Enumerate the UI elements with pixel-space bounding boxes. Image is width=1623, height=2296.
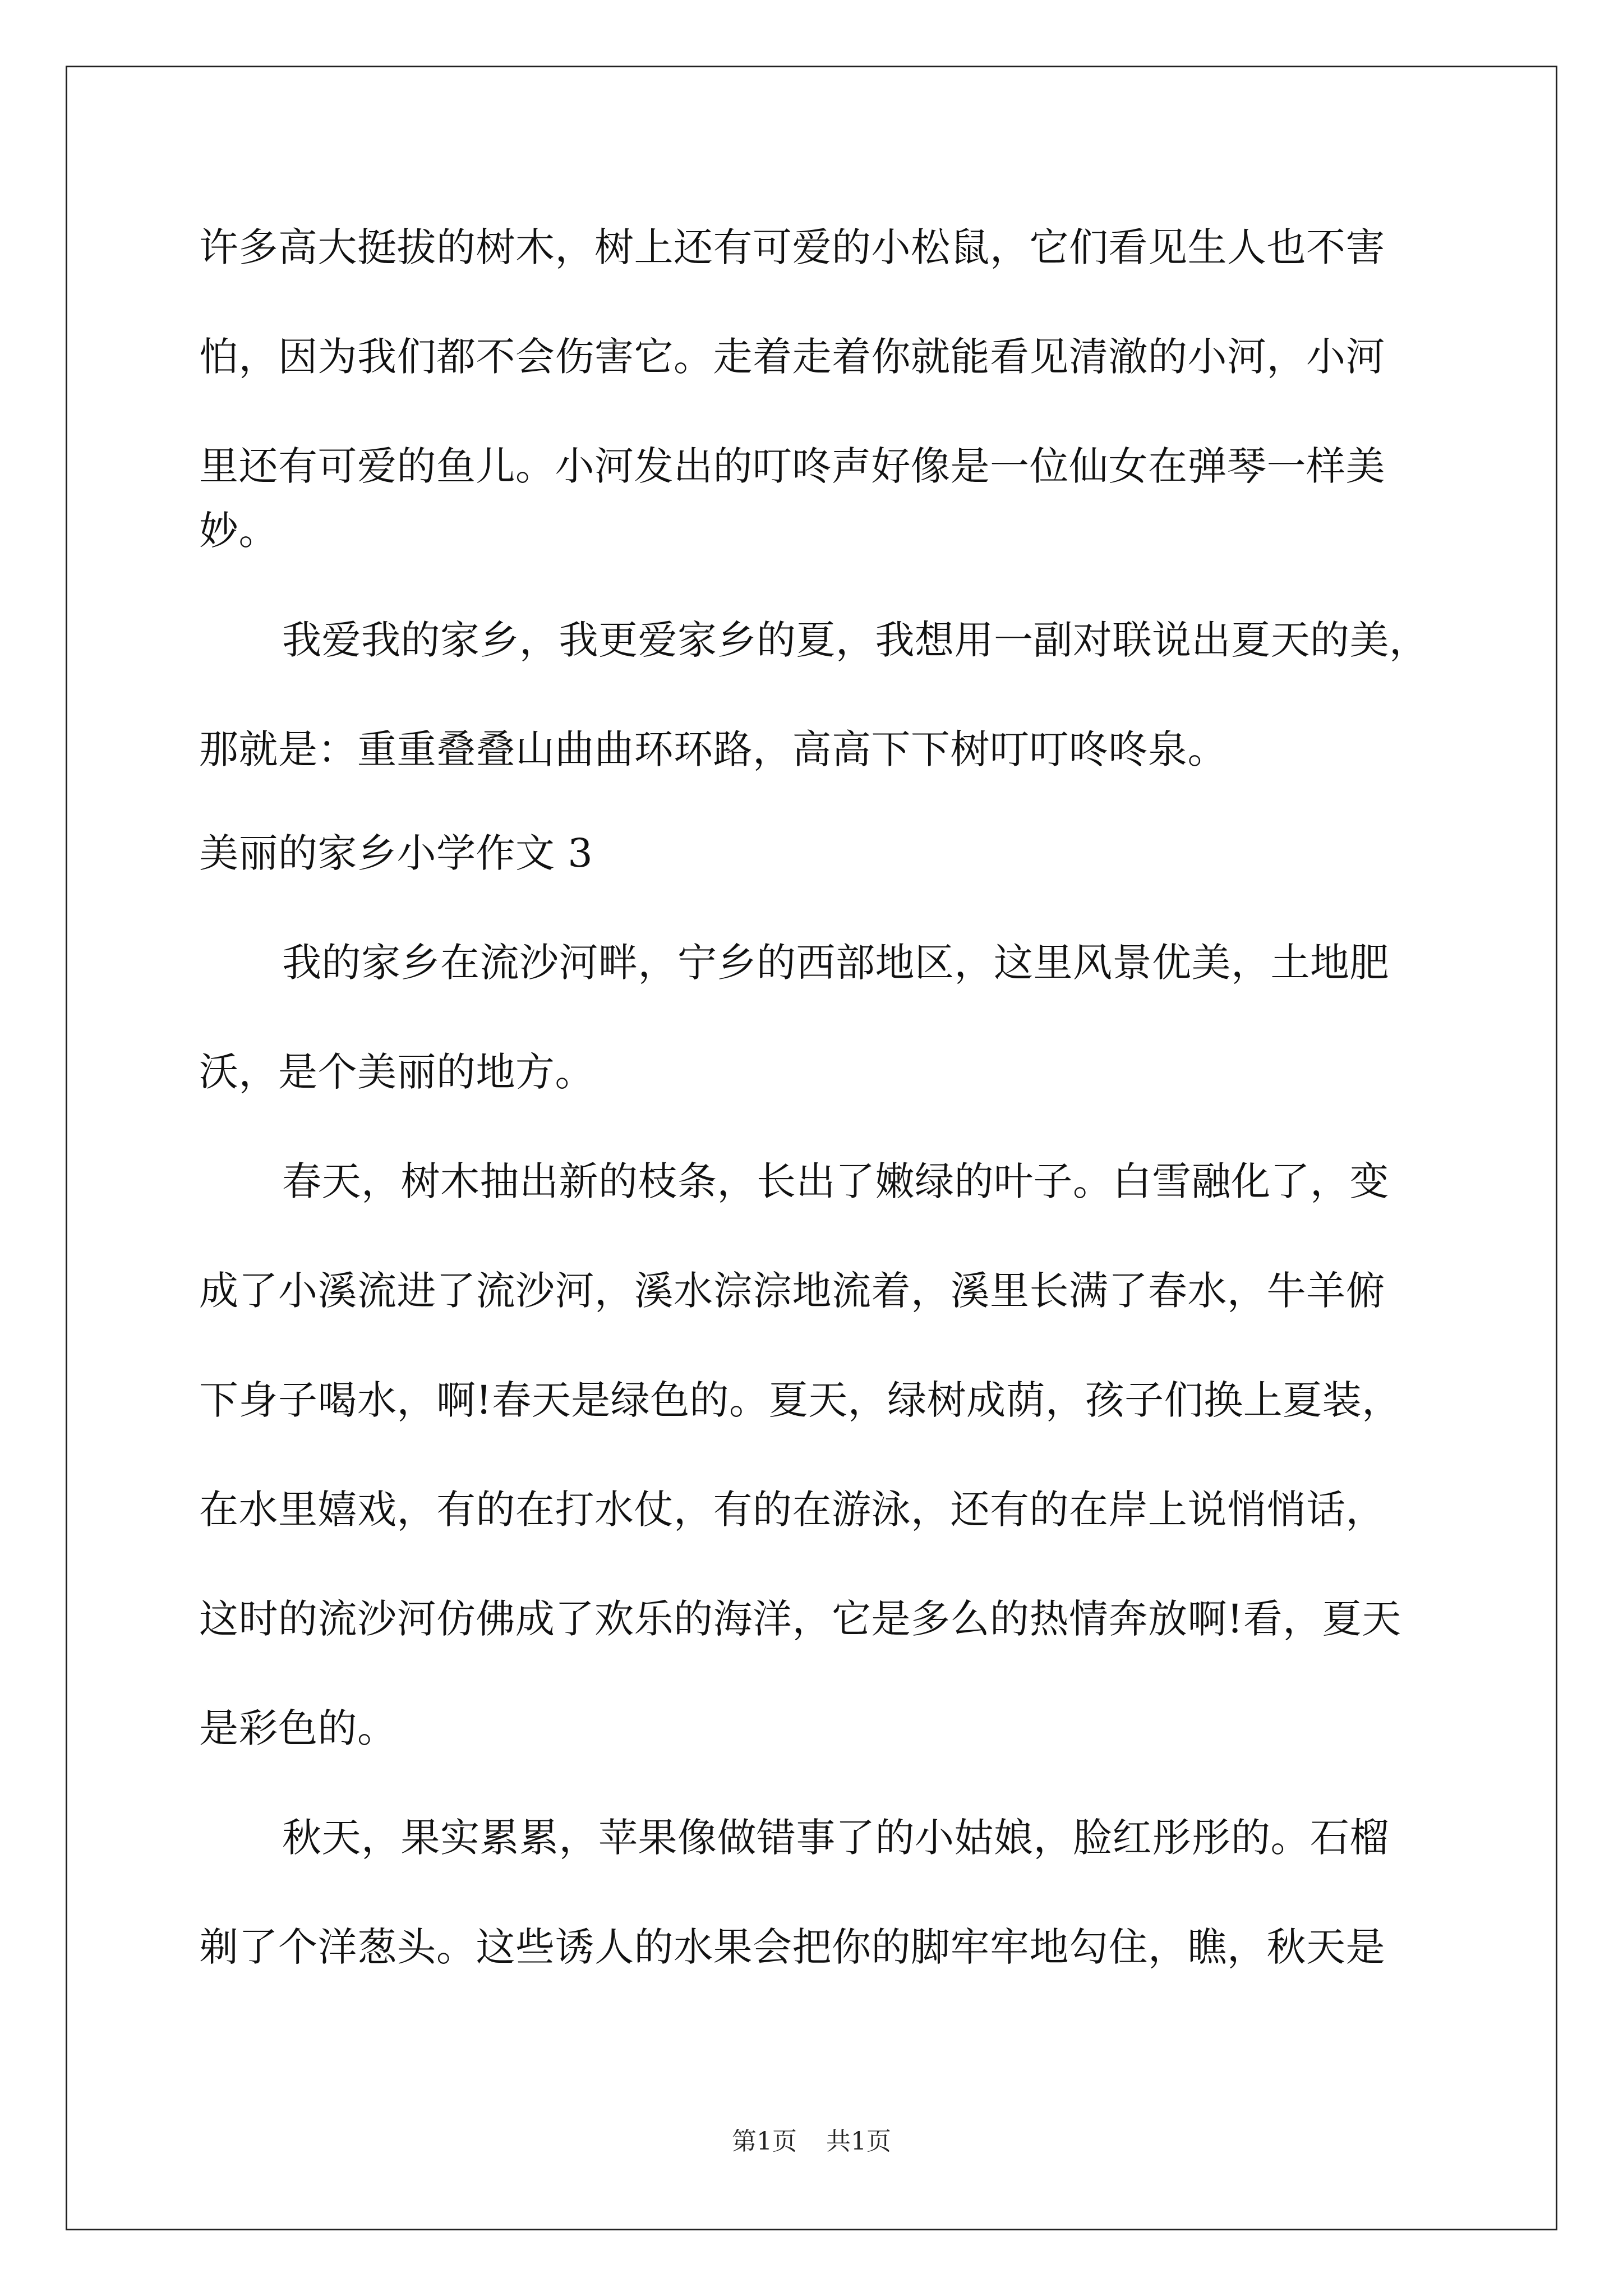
text-line: 妙。 (199, 508, 278, 554)
page-number: 第1页 (732, 2127, 797, 2156)
text-line: 这时的流沙河仿佛成了欢乐的海洋，它是多么的热情奔放啊!看，夏天 (199, 1596, 1401, 1642)
paragraph-start-line: 我爱我的家乡，我更爱家乡的夏，我想用一副对联说出夏天的美， (282, 617, 1429, 663)
text-line: 在水里嬉戏，有的在打水仗，有的在游泳，还有的在岸上说悄悄话， (199, 1487, 1385, 1533)
text-line: 是彩色的。 (199, 1705, 397, 1751)
text-line: 许多高大挺拔的树木，树上还有可爱的小松鼠，它们看见生人也不害 (199, 224, 1385, 270)
text-line: 下身子喝水，啊!春天是绿色的。夏天，绿树成荫，孩子们换上夏装， (199, 1377, 1401, 1423)
page-border (66, 66, 1557, 2230)
text-line: 剃了个洋葱头。这些诱人的水果会把你的脚牢牢地勾住，瞧，秋天是 (199, 1924, 1385, 1970)
paragraph-start-line: 我的家乡在流沙河畔，宁乡的西部地区，这里风景优美，土地肥 (282, 940, 1389, 986)
page-total: 共1页 (826, 2127, 891, 2156)
paragraph-start-line: 秋天，果实累累，苹果像做错事了的小姑娘，脸红彤彤的。石榴 (282, 1815, 1389, 1861)
paragraph-start-line: 春天，树木抽出新的枝条，长出了嫩绿的叶子。白雪融化了，变 (282, 1158, 1389, 1204)
text-line: 里还有可爱的鱼儿。小河发出的叮咚声好像是一位仙女在弹琴一样美 (199, 443, 1385, 489)
text-line: 沃，是个美丽的地方。 (199, 1049, 594, 1095)
text-line: 成了小溪流进了流沙河，溪水淙淙地流着，溪里长满了春水，牛羊俯 (199, 1268, 1385, 1314)
text-line: 怕，因为我们都不会伤害它。走着走着你就能看见清澈的小河，小河 (199, 334, 1385, 380)
text-line: 那就是：重重叠叠山曲曲环环路，高高下下树叮叮咚咚泉。 (199, 726, 1227, 772)
section-heading: 美丽的家乡小学作文 3 (199, 830, 593, 876)
page-footer (0, 2125, 1623, 2159)
